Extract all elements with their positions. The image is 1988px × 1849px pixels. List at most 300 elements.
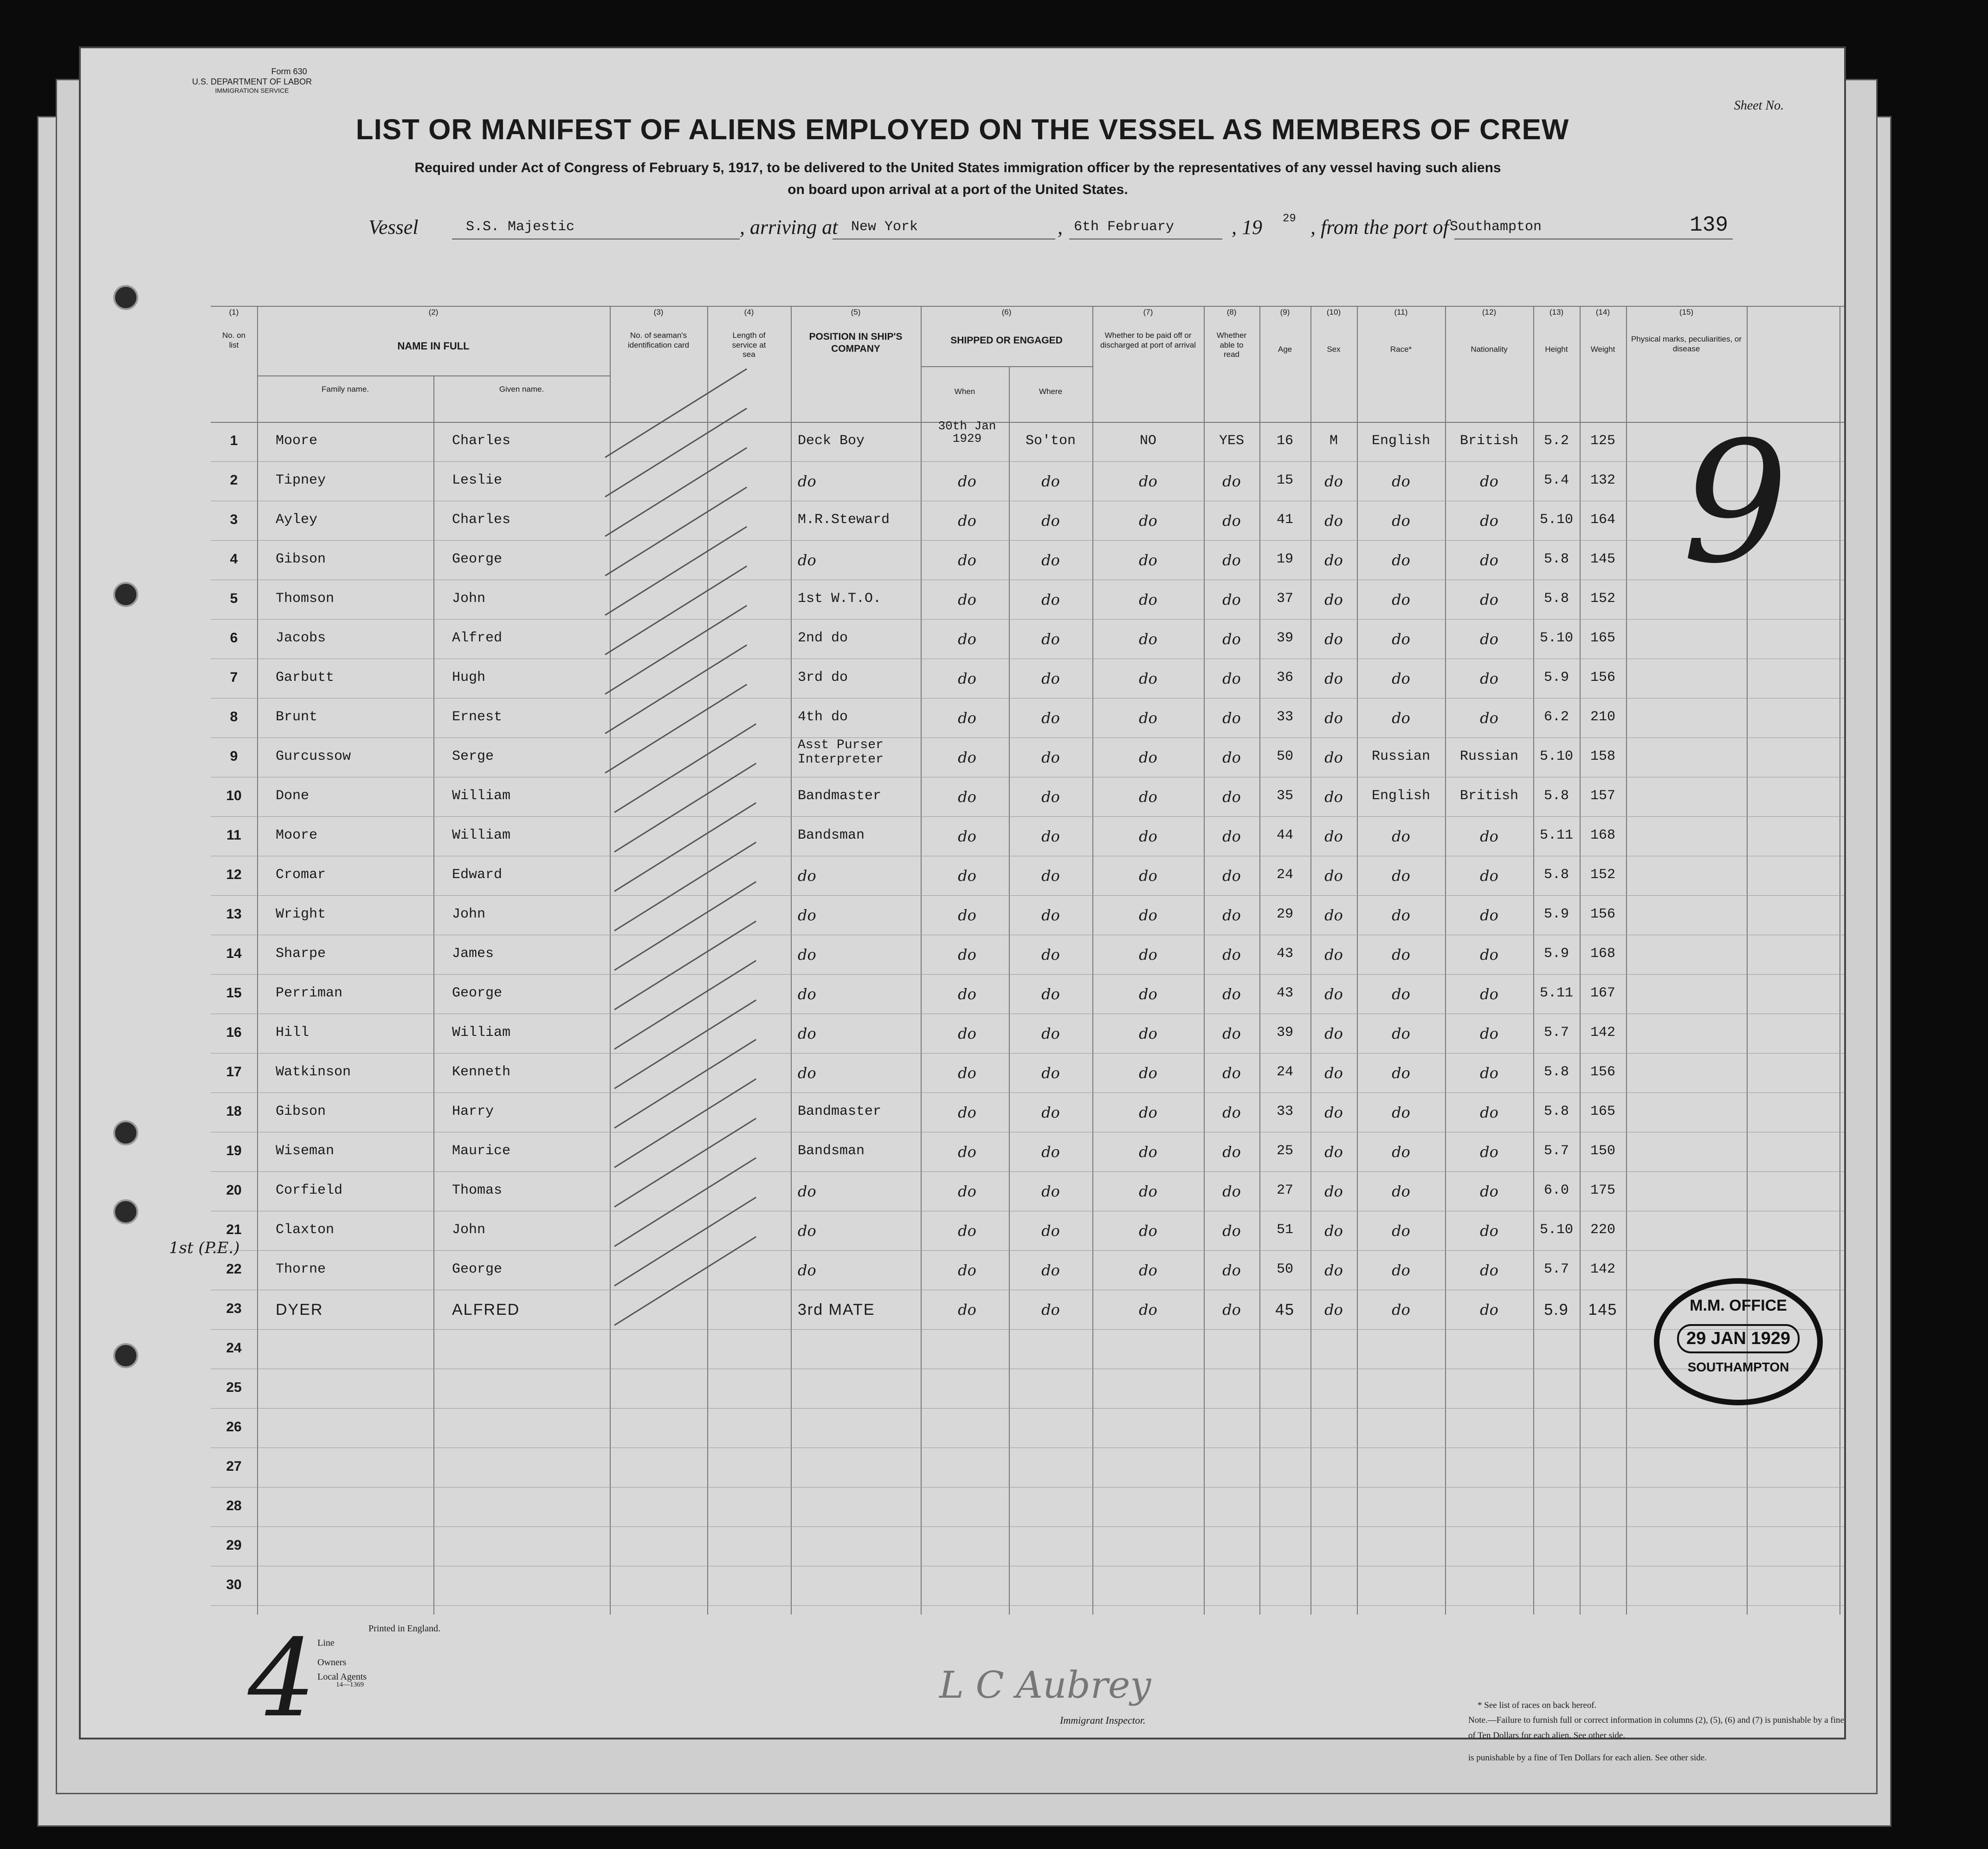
row-15-nat: do <box>1480 985 1498 1003</box>
crew-table <box>211 306 1844 1615</box>
row-2-nat: do <box>1480 472 1498 490</box>
row-11-position: Bandsman <box>798 828 865 843</box>
row-7-family: Garbutt <box>276 670 335 685</box>
col-7-label: Whether to be paid off or discharged at port of arrival <box>1100 331 1196 349</box>
col-4-number: (4) <box>744 308 754 317</box>
col-8-number: (8) <box>1226 308 1237 317</box>
column-rule <box>610 306 611 1615</box>
row-12-no: 12 <box>226 867 242 882</box>
row-21-given: John <box>452 1222 486 1238</box>
col-10-header <box>1310 308 1357 355</box>
row-10-given: William <box>452 788 511 804</box>
row-16-position: do <box>798 1025 816 1042</box>
row-19-given: Maurice <box>452 1143 511 1159</box>
row-rule <box>211 974 1844 975</box>
row-15-age: 43 <box>1276 985 1293 1001</box>
row-14-given: James <box>452 946 494 962</box>
row-6-position: 2nd do <box>798 630 848 646</box>
col-6-number: (6) <box>1001 308 1012 317</box>
vessel-line <box>81 215 1844 243</box>
header-bottom-rule <box>211 422 1844 423</box>
row-2-race: do <box>1392 472 1410 490</box>
row-21-family: Claxton <box>276 1222 335 1238</box>
row-rule <box>211 540 1844 541</box>
col-11-header <box>1357 308 1445 355</box>
row-4-sex: do <box>1324 551 1343 569</box>
row-18-where: do <box>1041 1104 1060 1121</box>
row-9-age: 50 <box>1276 749 1293 764</box>
row-1-checkmark <box>605 368 747 458</box>
margin-number-nine: 9 <box>1682 406 1788 600</box>
row-10-position: Bandmaster <box>798 788 882 804</box>
row-rule <box>211 895 1844 896</box>
row-17-race: do <box>1392 1064 1410 1082</box>
row-14-paid: do <box>1139 946 1157 963</box>
col-4-label: Length of service at sea <box>732 331 766 359</box>
row-4-given: George <box>452 551 503 567</box>
row-20-race: do <box>1392 1183 1410 1200</box>
row-12-family: Cromar <box>276 867 326 883</box>
row-rule <box>211 619 1844 620</box>
row-16-nat: do <box>1480 1025 1498 1042</box>
row-rule <box>211 1605 1844 1606</box>
row-11-given: William <box>452 828 511 843</box>
row-2-paid: do <box>1139 472 1157 490</box>
row-14-position: do <box>798 946 816 963</box>
row-1-race: English <box>1371 433 1431 449</box>
row-5-race: do <box>1392 591 1410 608</box>
subtitle-line-2: on board upon arrival at a port of the United States. <box>787 181 1128 197</box>
row-17-where: do <box>1041 1064 1060 1082</box>
row-1-age: 16 <box>1276 433 1293 449</box>
row-12-height: 5.8 <box>1543 867 1569 883</box>
row-rule <box>211 737 1844 738</box>
row-7-no: 7 <box>230 670 238 685</box>
row-11-family: Moore <box>276 828 318 843</box>
row-17-checkmark <box>614 999 756 1089</box>
row-22-read: do <box>1222 1261 1241 1279</box>
row-11-age: 44 <box>1276 828 1293 843</box>
row-12-when: do <box>958 867 976 885</box>
row-21-nat: do <box>1480 1222 1498 1240</box>
row-3-sex: do <box>1324 512 1343 530</box>
row-5-age: 37 <box>1276 591 1293 607</box>
row-18-weight: 165 <box>1590 1104 1615 1119</box>
departure-port: Southampton <box>1450 219 1542 235</box>
row-20-paid: do <box>1139 1183 1157 1200</box>
row-6-when: do <box>958 630 976 648</box>
row-2-when: do <box>958 472 976 490</box>
office-stamp <box>1654 1278 1823 1405</box>
row-4-checkmark <box>605 486 747 576</box>
row-15-weight: 167 <box>1590 985 1615 1001</box>
row-4-family: Gibson <box>276 551 326 567</box>
row-12-position: do <box>798 867 816 885</box>
row-5-nat: do <box>1480 591 1498 608</box>
row-10-height: 5.8 <box>1543 788 1569 804</box>
row-22-given: George <box>452 1261 503 1277</box>
row-4-read: do <box>1222 551 1241 569</box>
inspector-label: Immigrant Inspector. <box>1060 1714 1146 1726</box>
row-1-weight: 125 <box>1590 433 1615 449</box>
col-2a-header: Family name. <box>321 385 369 394</box>
row-13-race: do <box>1392 906 1410 924</box>
row-21-age: 51 <box>1276 1222 1293 1238</box>
row-22-where: do <box>1041 1261 1060 1279</box>
col-9-label: Age <box>1278 345 1292 354</box>
row-19-position: Bandsman <box>798 1143 865 1159</box>
column-rule <box>257 306 258 1615</box>
row-7-where: do <box>1041 670 1060 687</box>
row-9-paid: do <box>1139 749 1157 766</box>
row-14-height: 5.9 <box>1543 946 1569 962</box>
column-rule <box>1626 306 1627 1615</box>
row-14-family: Sharpe <box>276 946 326 962</box>
row-6-nat: do <box>1480 630 1498 648</box>
row-21-height: 5.10 <box>1539 1222 1573 1238</box>
row-7-position: 3rd do <box>798 670 848 685</box>
binder-hole <box>113 1343 138 1368</box>
row-1-height: 5.2 <box>1543 433 1569 449</box>
row-12-given: Edward <box>452 867 503 883</box>
arriving-label: , arriving at <box>740 216 838 239</box>
row-7-when: do <box>958 670 976 687</box>
col-13-label: Height <box>1545 345 1568 354</box>
row-17-sex: do <box>1324 1064 1343 1082</box>
row-8-read: do <box>1222 709 1241 727</box>
row-22-weight: 142 <box>1590 1261 1615 1277</box>
row-25-no: 25 <box>226 1380 242 1395</box>
row-6-height: 5.10 <box>1539 630 1573 646</box>
row-4-where: do <box>1041 551 1060 569</box>
row-7-sex: do <box>1324 670 1343 687</box>
row-9-family: Gurcussow <box>276 749 351 764</box>
row-2-sex: do <box>1324 472 1343 490</box>
row-17-paid: do <box>1139 1064 1157 1082</box>
col-1-header <box>211 308 257 350</box>
row-9-height: 5.10 <box>1539 749 1573 764</box>
col-2-number: (2) <box>428 308 439 317</box>
row-12-age: 24 <box>1276 867 1293 883</box>
row-6-race: do <box>1392 630 1410 648</box>
row-8-family: Brunt <box>276 709 318 725</box>
row-3-read: do <box>1222 512 1241 530</box>
row-22-paid: do <box>1139 1261 1157 1279</box>
row-3-when: do <box>958 512 976 530</box>
row-20-position: do <box>798 1183 816 1200</box>
row-11-nat: do <box>1480 828 1498 845</box>
col-8-label: Whether able to read <box>1216 331 1247 359</box>
row-19-family: Wiseman <box>276 1143 335 1159</box>
row-15-read: do <box>1222 985 1241 1003</box>
row-20-nat: do <box>1480 1183 1498 1200</box>
row-rule <box>211 816 1844 817</box>
row-20-no: 20 <box>226 1183 242 1198</box>
binder-hole <box>113 582 138 607</box>
row-13-age: 29 <box>1276 906 1293 922</box>
subtitle-line-1: Required under Act of Congress of February 5, 1917, to be delivered to the United States immigration officer by the representatives of any vessel having such aliens <box>414 160 1501 175</box>
row-8-paid: do <box>1139 709 1157 727</box>
row-8-age: 33 <box>1276 709 1293 725</box>
fine-note: Note.—Failure to furnish full or correct information in columns (2), (5), (6) and (7) is punishable by a fine of Ten Dollars for each alien. See other side. <box>1468 1715 1844 1740</box>
row-20-sex: do <box>1324 1183 1343 1200</box>
col-6a-header: When <box>954 387 975 396</box>
row-23-nat: do <box>1480 1301 1498 1319</box>
row-7-read: do <box>1222 670 1241 687</box>
row-7-checkmark <box>605 605 747 694</box>
row-21-sex: do <box>1324 1222 1343 1240</box>
row-18-given: Harry <box>452 1104 494 1119</box>
row-17-height: 5.8 <box>1543 1064 1569 1080</box>
row-21-weight: 220 <box>1590 1222 1615 1238</box>
row-15-race: do <box>1392 985 1410 1003</box>
manifest-sheet <box>79 46 1846 1763</box>
binder-hole <box>113 1120 138 1145</box>
row-11-no: 11 <box>226 828 241 843</box>
row-23-when: do <box>958 1301 976 1319</box>
row-21-position: do <box>798 1222 816 1240</box>
row-17-given: Kenneth <box>452 1064 511 1080</box>
row-3-race: do <box>1392 512 1410 530</box>
row-1-sex: M <box>1329 433 1338 449</box>
row-5-read: do <box>1222 591 1241 608</box>
row-14-sex: do <box>1324 946 1343 963</box>
row-3-nat: do <box>1480 512 1498 530</box>
row-22-sex: do <box>1324 1261 1343 1279</box>
row-13-height: 5.9 <box>1543 906 1569 922</box>
row-19-no: 19 <box>226 1143 242 1158</box>
row-5-position: 1st W.T.O. <box>798 591 882 607</box>
table-top-rule <box>211 306 1844 307</box>
row-9-where: do <box>1041 749 1060 766</box>
sheet-no-label: Sheet No. <box>1734 98 1784 113</box>
row-2-given: Leslie <box>452 472 503 488</box>
row-10-when: do <box>958 788 976 806</box>
service-label: IMMIGRATION SERVICE <box>215 87 289 95</box>
row-24-no: 24 <box>226 1340 242 1356</box>
row-17-nat: do <box>1480 1064 1498 1082</box>
row-22-no: 22 <box>226 1261 242 1277</box>
row-18-when: do <box>958 1104 976 1121</box>
col-12-number: (12) <box>1482 308 1497 317</box>
form-code: 14—1369 <box>336 1681 364 1688</box>
row-23-height: 5.9 <box>1544 1301 1569 1319</box>
row-10-where: do <box>1041 788 1060 806</box>
row-23-weight: 145 <box>1588 1301 1618 1319</box>
row-13-family: Wright <box>276 906 326 922</box>
row-19-race: do <box>1392 1143 1410 1161</box>
row-17-weight: 156 <box>1590 1064 1615 1080</box>
vessel-label: Vessel <box>368 216 419 239</box>
row-10-age: 35 <box>1276 788 1293 804</box>
row-26-no: 26 <box>226 1419 242 1435</box>
from-port-label: , from the port of <box>1310 216 1449 239</box>
row-3-checkmark <box>605 447 747 537</box>
col-3-header <box>610 308 707 350</box>
row-2-weight: 132 <box>1590 472 1615 488</box>
row-15-given: George <box>452 985 503 1001</box>
printed-in-england: Printed in England. <box>368 1623 440 1634</box>
binder-hole <box>113 1199 138 1224</box>
row-22-family: Thorne <box>276 1261 326 1277</box>
stamp-date: 29 JAN 1929 <box>1677 1324 1800 1353</box>
col-9-header <box>1259 308 1310 355</box>
year-prefix: , 19 <box>1232 216 1262 239</box>
row-5-given: John <box>452 591 486 607</box>
form-number: Form 630 <box>271 67 307 76</box>
row-13-weight: 156 <box>1590 906 1615 922</box>
stamp-office: M.M. OFFICE <box>1690 1297 1787 1314</box>
row-15-sex: do <box>1324 985 1343 1003</box>
row-19-height: 5.7 <box>1543 1143 1569 1159</box>
row-1-family: Moore <box>276 433 318 449</box>
row-3-given: Charles <box>452 512 511 528</box>
row-3-age: 41 <box>1276 512 1293 528</box>
row-6-no: 6 <box>230 630 238 646</box>
row-7-race: do <box>1392 670 1410 687</box>
row-1-read: YES <box>1219 433 1244 449</box>
row-21-race: do <box>1392 1222 1410 1240</box>
row-6-paid: do <box>1139 630 1157 648</box>
row-16-read: do <box>1222 1025 1241 1042</box>
races-note: * See list of races on back hereof. <box>1478 1700 1597 1710</box>
row-1-paid: NO <box>1139 433 1156 449</box>
row-10-nat: British <box>1459 788 1519 804</box>
row-8-checkmark <box>605 644 747 734</box>
row-18-paid: do <box>1139 1104 1157 1121</box>
row-18-read: do <box>1222 1104 1241 1121</box>
row-5-paid: do <box>1139 591 1157 608</box>
row-8-nat: do <box>1480 709 1498 727</box>
row-13-read: do <box>1222 906 1241 924</box>
row-19-where: do <box>1041 1143 1060 1161</box>
row-18-race: do <box>1392 1104 1410 1121</box>
row-8-race: do <box>1392 709 1410 727</box>
row-16-where: do <box>1041 1025 1060 1042</box>
col-5-number: (5) <box>851 308 861 317</box>
column-rule <box>921 306 922 1615</box>
row-23-no: 23 <box>226 1301 242 1316</box>
form-identifier <box>192 67 312 95</box>
row-12-nat: do <box>1480 867 1498 885</box>
row-6-where: do <box>1041 630 1060 648</box>
row-17-read: do <box>1222 1064 1241 1082</box>
col-4-header <box>707 308 791 360</box>
row-10-paid: do <box>1139 788 1157 806</box>
row-23-age: 45 <box>1275 1301 1295 1319</box>
row-12-read: do <box>1222 867 1241 885</box>
row-4-height: 5.8 <box>1543 551 1569 567</box>
row-23-position: 3rd MATE <box>798 1301 875 1319</box>
row-22-height: 5.7 <box>1543 1261 1569 1277</box>
row-12-weight: 152 <box>1590 867 1615 883</box>
row-12-paid: do <box>1139 867 1157 885</box>
row-19-checkmark <box>614 1078 756 1168</box>
row-7-age: 36 <box>1276 670 1293 685</box>
row-9-sex: do <box>1324 749 1343 766</box>
row-21-checkmark <box>614 1157 756 1247</box>
row-20-family: Corfield <box>276 1183 343 1198</box>
row-7-weight: 156 <box>1590 670 1615 685</box>
row-16-weight: 142 <box>1590 1025 1615 1041</box>
col-10-number: (10) <box>1326 308 1341 317</box>
row-19-age: 25 <box>1276 1143 1293 1159</box>
row-3-weight: 164 <box>1590 512 1615 528</box>
row-2-family: Tipney <box>276 472 326 488</box>
row-13-checkmark <box>614 841 756 931</box>
row-15-where: do <box>1041 985 1060 1003</box>
row-29-no: 29 <box>226 1538 242 1553</box>
row-19-weight: 150 <box>1590 1143 1615 1159</box>
row-2-read: do <box>1222 472 1241 490</box>
col-8-header <box>1204 308 1259 360</box>
row-8-sex: do <box>1324 709 1343 727</box>
arrival-year: 29 <box>1283 213 1296 225</box>
row-18-height: 5.8 <box>1543 1104 1569 1119</box>
row-7-height: 5.9 <box>1543 670 1569 685</box>
row-13-position: do <box>798 906 816 924</box>
col-10-label: Sex <box>1327 345 1341 354</box>
row-11-race: do <box>1392 828 1410 845</box>
row-16-when: do <box>958 1025 976 1042</box>
row-1-where: So'ton <box>1025 433 1076 449</box>
row-9-read: do <box>1222 749 1241 766</box>
row-11-paid: do <box>1139 828 1157 845</box>
row-20-weight: 175 <box>1590 1183 1615 1198</box>
row-2-where: do <box>1041 472 1060 490</box>
col-12-header <box>1445 308 1533 355</box>
row-1-position: Deck Boy <box>798 433 865 449</box>
column-rule <box>791 306 792 1615</box>
row-5-weight: 152 <box>1590 591 1615 607</box>
row-15-no: 15 <box>226 985 242 1001</box>
row-23-sex: do <box>1324 1301 1343 1319</box>
row-19-nat: do <box>1480 1143 1498 1161</box>
row-23-race: do <box>1392 1301 1410 1319</box>
footer-left <box>317 1624 440 1688</box>
row-14-no: 14 <box>226 946 242 961</box>
row-7-paid: do <box>1139 670 1157 687</box>
row-20-read: do <box>1222 1183 1241 1200</box>
row-15-height: 5.11 <box>1539 985 1573 1001</box>
row-22-race: do <box>1392 1261 1410 1279</box>
row-19-when: do <box>958 1143 976 1161</box>
row-16-sex: do <box>1324 1025 1343 1042</box>
row-10-family: Done <box>276 788 310 804</box>
row-23-paid: do <box>1139 1301 1157 1319</box>
row-14-age: 43 <box>1276 946 1293 962</box>
row-3-family: Ayley <box>276 512 318 528</box>
row-15-paid: do <box>1139 985 1157 1003</box>
col-3-number: (3) <box>653 308 664 317</box>
row-rule <box>211 1171 1844 1172</box>
row-15-position: do <box>798 985 816 1003</box>
row-9-given: Serge <box>452 749 494 764</box>
col-2b-header: Given name. <box>499 385 544 394</box>
page-title: LIST OR MANIFEST OF ALIENS EMPLOYED ON THE VESSEL AS MEMBERS OF CREW <box>355 114 1569 146</box>
col-5-header <box>791 308 921 355</box>
row-20-age: 27 <box>1276 1183 1293 1198</box>
row-17-age: 24 <box>1276 1064 1293 1080</box>
row-2-checkmark <box>605 407 747 497</box>
row-13-where: do <box>1041 906 1060 924</box>
date-comma: , <box>1058 216 1063 239</box>
row-13-nat: do <box>1480 906 1498 924</box>
row-8-weight: 210 <box>1590 709 1615 725</box>
row-6-weight: 165 <box>1590 630 1615 646</box>
row-22-nat: do <box>1480 1261 1498 1279</box>
row-20-where: do <box>1041 1183 1060 1200</box>
